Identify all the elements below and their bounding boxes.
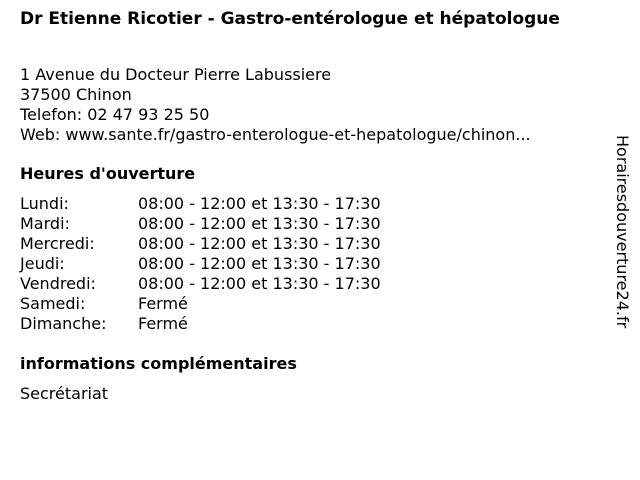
day-hours: Fermé (138, 314, 188, 333)
info-text: Secrétariat (20, 384, 109, 403)
website-link[interactable]: Web: www.sante.fr/gastro-enterologue-et-hepatologue/chinon... (20, 125, 531, 144)
hours-row-thursday (20, 254, 381, 274)
site-watermark: Horairesdouverture24.fr (613, 135, 632, 329)
day-label: Vendredi: (20, 274, 96, 293)
day-label: Lundi: (20, 194, 69, 213)
day-hours: 08:00 - 12:00 et 13:30 - 17:30 (138, 254, 381, 273)
page-title: Dr Etienne Ricotier - Gastro-entérologue et hépatologue (20, 9, 560, 29)
phone-number: Telefon: 02 47 93 25 50 (20, 105, 210, 124)
day-label: Samedi: (20, 294, 86, 313)
hours-row-tuesday (20, 214, 381, 234)
day-label: Dimanche: (20, 314, 107, 333)
hours-row-wednesday (20, 234, 381, 254)
day-hours: 08:00 - 12:00 et 13:30 - 17:30 (138, 194, 381, 213)
hours-heading: Heures d'ouverture (20, 164, 196, 183)
day-hours: Fermé (138, 294, 188, 313)
address-block (20, 65, 531, 145)
hours-row-friday (20, 274, 381, 294)
hours-row-saturday (20, 294, 381, 314)
info-heading: informations complémentaires (20, 354, 297, 373)
day-label: Mardi: (20, 214, 70, 233)
day-hours: 08:00 - 12:00 et 13:30 - 17:30 (138, 274, 381, 293)
hours-row-sunday (20, 314, 381, 334)
day-label: Mercredi: (20, 234, 95, 253)
street-address: 1 Avenue du Docteur Pierre Labussiere (20, 65, 332, 84)
city-address: 37500 Chinon (20, 85, 132, 104)
hours-row-monday (20, 194, 381, 214)
day-label: Jeudi: (20, 254, 65, 273)
day-hours: 08:00 - 12:00 et 13:30 - 17:30 (138, 214, 381, 233)
day-hours: 08:00 - 12:00 et 13:30 - 17:30 (138, 234, 381, 253)
hours-table (20, 194, 381, 334)
